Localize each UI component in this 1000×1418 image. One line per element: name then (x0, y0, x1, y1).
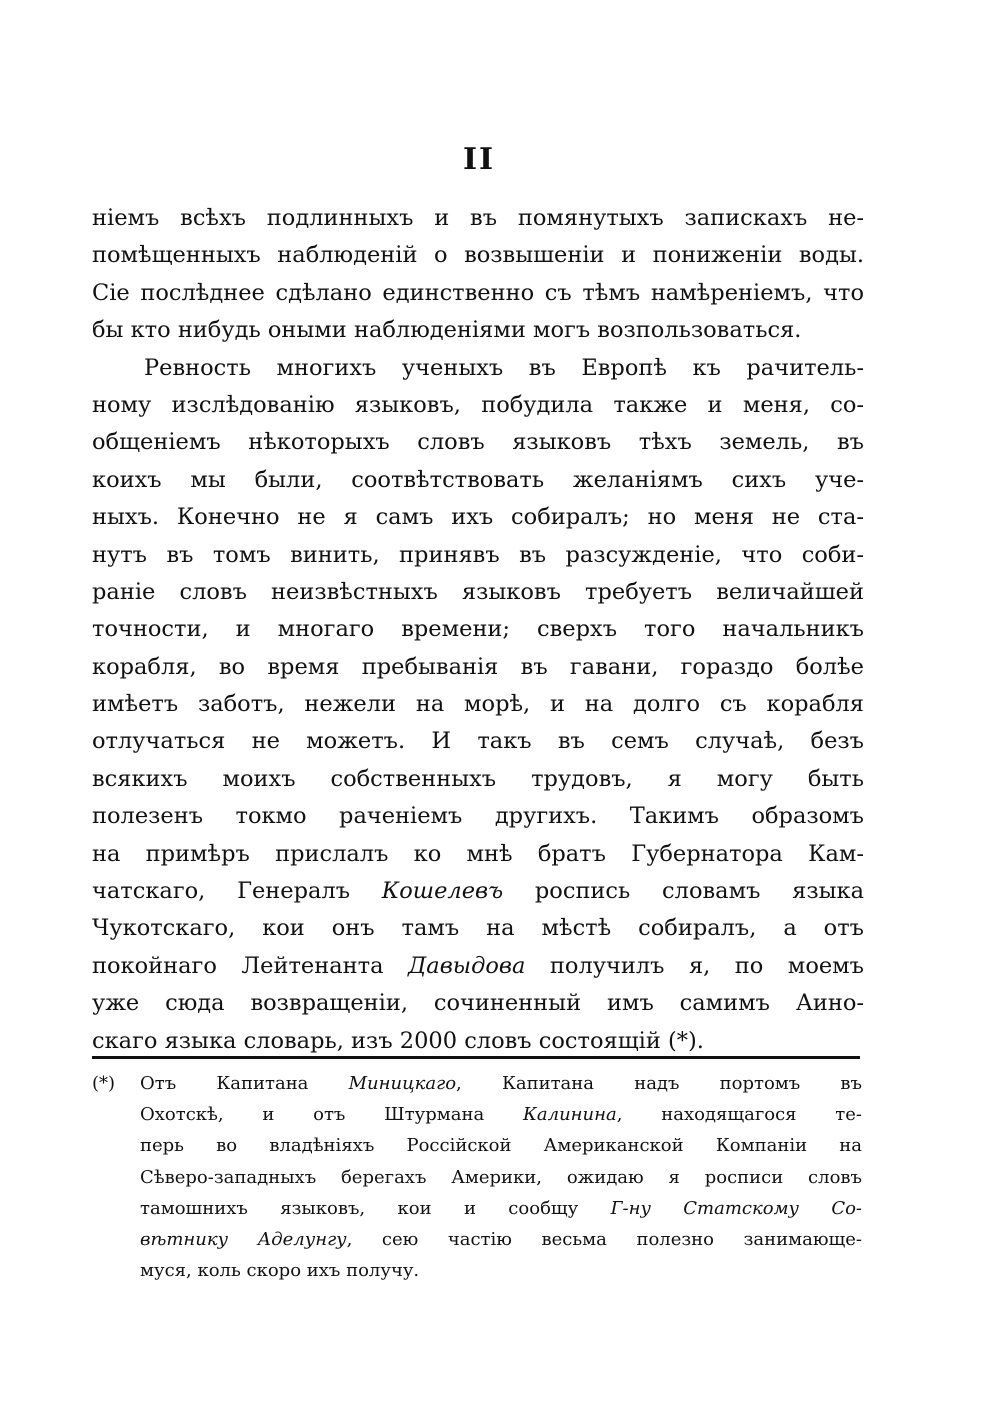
text-line: помѣщенныхъ наблюденій о возвышеніи и пониженіи воды. (92, 242, 864, 269)
text-line: нутъ въ томъ винить, принявъ въ разсужденіе, что соби- (92, 541, 864, 568)
text-line (92, 948, 864, 985)
footnote-line: муся, коль скоро ихъ получу. (140, 1260, 420, 1282)
text-line: на примѣръ прислалъ ко мнѣ братъ Губернатора Кам- (92, 840, 864, 867)
italic-name-kalinin: Калинина (522, 1104, 617, 1126)
text-segment: Охотскѣ, и отъ Штурмана (140, 1104, 523, 1126)
text-line: имѣетъ заботъ, нежели на морѣ, и на долго съ корабля (92, 691, 864, 718)
text-segment: , Капитана надъ портомъ въ (456, 1073, 862, 1094)
text-line: всякихъ моихъ собственныхъ трудовъ, я могу быть (92, 765, 864, 792)
page-number: II (462, 142, 496, 177)
footnote-line (92, 1068, 862, 1099)
footnote (92, 1068, 862, 1286)
italic-name-koshelev: Кошелевъ (381, 878, 504, 905)
footnote-line: Сѣверо-западныхъ берегахъ Америки, ожидаю я росписи словъ (140, 1166, 862, 1188)
text-line: общеніемъ нѣкоторыхъ словъ языковъ тѣхъ земель, въ (92, 429, 864, 456)
footnote-line (92, 1099, 862, 1130)
text-line: корабля, во время пребыванія въ гавани, гораздо болѣе (92, 653, 864, 680)
italic-title-adelung: Г-ну Статскому Со- (610, 1197, 862, 1219)
italic-name-davydov: Давыдова (407, 952, 526, 979)
text-line: уже сюда возвращеніи, сочиненный имъ самимъ Аино- (92, 990, 864, 1017)
text-line: отлучаться не можетъ. И такъ въ семъ случаѣ, безъ (92, 728, 864, 755)
footnote-divider (92, 1056, 860, 1059)
text-segment: получилъ я, по моемъ (525, 952, 864, 979)
text-line: скаго языка словарь, изъ 2000 словъ состоящій (*). (92, 1027, 704, 1054)
italic-name-minitsky: Миницкаго (348, 1073, 457, 1094)
text-line: Сіе послѣднее сдѣлано единственно съ тѣмъ намѣреніемъ, что (92, 279, 864, 306)
footnote-line: перь во владѣніяхъ Россійской Американской Компаніи на (140, 1135, 862, 1157)
text-line: ніемъ всѣхъ подлинныхъ и въ помянутыхъ запискахъ не- (92, 205, 864, 231)
text-line: раніе словъ неизвѣстныхъ языковъ требуетъ величайшей (92, 578, 864, 605)
text-line: ному изслѣдованію языковъ, побудила также и меня, со- (92, 391, 864, 418)
text-segment: , находящагося те- (616, 1104, 862, 1126)
text-line: бы кто нибудь оными наблюденіями могъ возпользоваться. (92, 317, 802, 344)
text-line: полезенъ токмо раченіемъ другихъ. Такимъ образомъ (92, 803, 864, 830)
text-line: точности, и многаго времени; сверхъ того начальникъ (92, 616, 864, 643)
text-segment: роспись словамъ языка (503, 878, 864, 905)
text-line (92, 873, 864, 910)
text-segment: , сею частію весьма полезно занимающе- (346, 1228, 862, 1250)
text-segment: Отъ Капитана (140, 1073, 349, 1094)
text-line: коихъ мы были, соотвѣтствовать желаніямъ сихъ уче- (92, 466, 864, 493)
text-segment: тамошнихъ языковъ, кои и сообщу (140, 1197, 611, 1219)
text-line: Чукотскаго, кои онъ тамъ на мѣстѣ собиралъ, а отъ (92, 915, 864, 942)
text-segment: покойнаго Лейтенанта (92, 952, 408, 979)
text-line: Ревность многихъ ученыхъ въ Европѣ къ рачитель- (144, 354, 864, 381)
italic-name-adelung: вѣтнику Аделунгу (140, 1228, 347, 1250)
footnote-line (92, 1224, 862, 1255)
footnote-marker: (*) (92, 1073, 116, 1094)
text-segment: чатскаго, Генералъ (92, 878, 382, 905)
text-line: ныхъ. Конечно не я самъ ихъ собиралъ; но меня не ста- (92, 504, 864, 531)
body-text (92, 200, 864, 1060)
footnote-line (92, 1193, 862, 1224)
